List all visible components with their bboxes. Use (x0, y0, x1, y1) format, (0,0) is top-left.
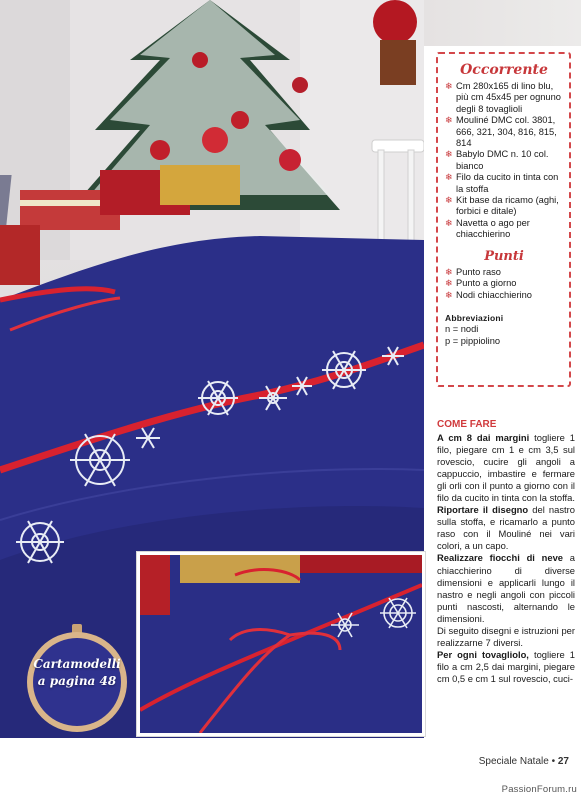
watermark: PassionForum.ru (501, 784, 577, 795)
abbreviations-title: Abbreviazioni (445, 312, 504, 323)
snowflake-bullet-icon: ❄ (445, 149, 453, 160)
paragraph: Riportare il disegno del nastro sulla stoffa, e ricamarlo a punto raso con il Mouliné nei vari colori, a un capo. (437, 504, 575, 552)
list-item: ❄ Babylo DMC n. 10 col. bianco (445, 149, 549, 171)
stitches-title: Punti (484, 248, 524, 264)
inset-photo (137, 552, 425, 736)
paragraph: Di seguito disegni e istruzioni per realizzarne 7 diversi. (437, 624, 575, 648)
list-item: ❄ Navetta o ago per chiacchierino (445, 217, 530, 240)
footer-separator: • (551, 756, 556, 767)
ribbon-detail-image (140, 555, 422, 733)
list-item: ❄ Cm 280x165 di lino blu, più cm 45x45 per ognuno degli 8 tovaglioli (445, 81, 561, 114)
snowflake-bullet-icon: ❄ (445, 217, 453, 228)
requirements-list (445, 81, 563, 241)
stitches-list (445, 267, 563, 301)
pattern-badge (22, 624, 132, 734)
list-item: ❄ Punto a giorno (445, 278, 517, 289)
snowflake-bullet-icon: ❄ (445, 195, 453, 206)
requirements-box (436, 52, 571, 387)
snowflake-bullet-icon: ❄ (445, 115, 453, 126)
list-item: ❄ Punto raso (445, 266, 501, 277)
instructions-column (437, 419, 575, 685)
requirements-title: Occorrente (460, 62, 548, 78)
snowflake-bullet-icon: ❄ (445, 172, 453, 183)
wall-strip (424, 0, 581, 46)
magazine-name: Speciale Natale (478, 756, 549, 767)
abbreviation-line: p = pippiolino (445, 335, 501, 346)
list-item: ❄ Filo da cucito in tinta con la stoffa (445, 172, 559, 194)
list-item: ❄ Kit base da ricamo (aghi, forbici e ditale) (445, 195, 559, 217)
paragraph: A cm 8 dai margini togliere 1 filo, piegare cm 1 e cm 3,5 sul rovescio, cucire gli angoli a cappuccio, imbastire e fermare gli orli con il punto a giorno con il filo da cucito in tinta con la stoffa. (437, 432, 575, 504)
instructions-heading: COME FARE (437, 419, 497, 430)
list-item: ❄ Nodi chiacchierino (445, 289, 532, 300)
abbreviation-line: n = nodi (445, 323, 479, 334)
list-item: ❄ Mouliné DMC col. 3801, 666, 321, 304, 816, 815, 814 (445, 115, 557, 149)
snowflake-bullet-icon: ❄ (445, 278, 453, 289)
snowflake-bullet-icon: ❄ (445, 289, 453, 300)
paragraph: Realizzare fiocchi di neve a chiacchierino di diverse dimensioni e applicarli lungo il nastro e negli angoli con piccoli punti nascosti, alternando le dimensioni. (437, 552, 575, 624)
paragraph: Per ogni tovagliolo, togliere 1 filo a cm 2,5 dai margini, piegare cm 0,5 e cm 1 sul rovescio, cuci- (437, 648, 575, 684)
badge-text: Cartamodelli a pagina 48 (33, 657, 121, 688)
snowflake-bullet-icon: ❄ (445, 81, 453, 91)
snowflake-bullet-icon: ❄ (445, 266, 453, 277)
page-footer (479, 756, 569, 767)
page-number: 27 (557, 756, 569, 767)
